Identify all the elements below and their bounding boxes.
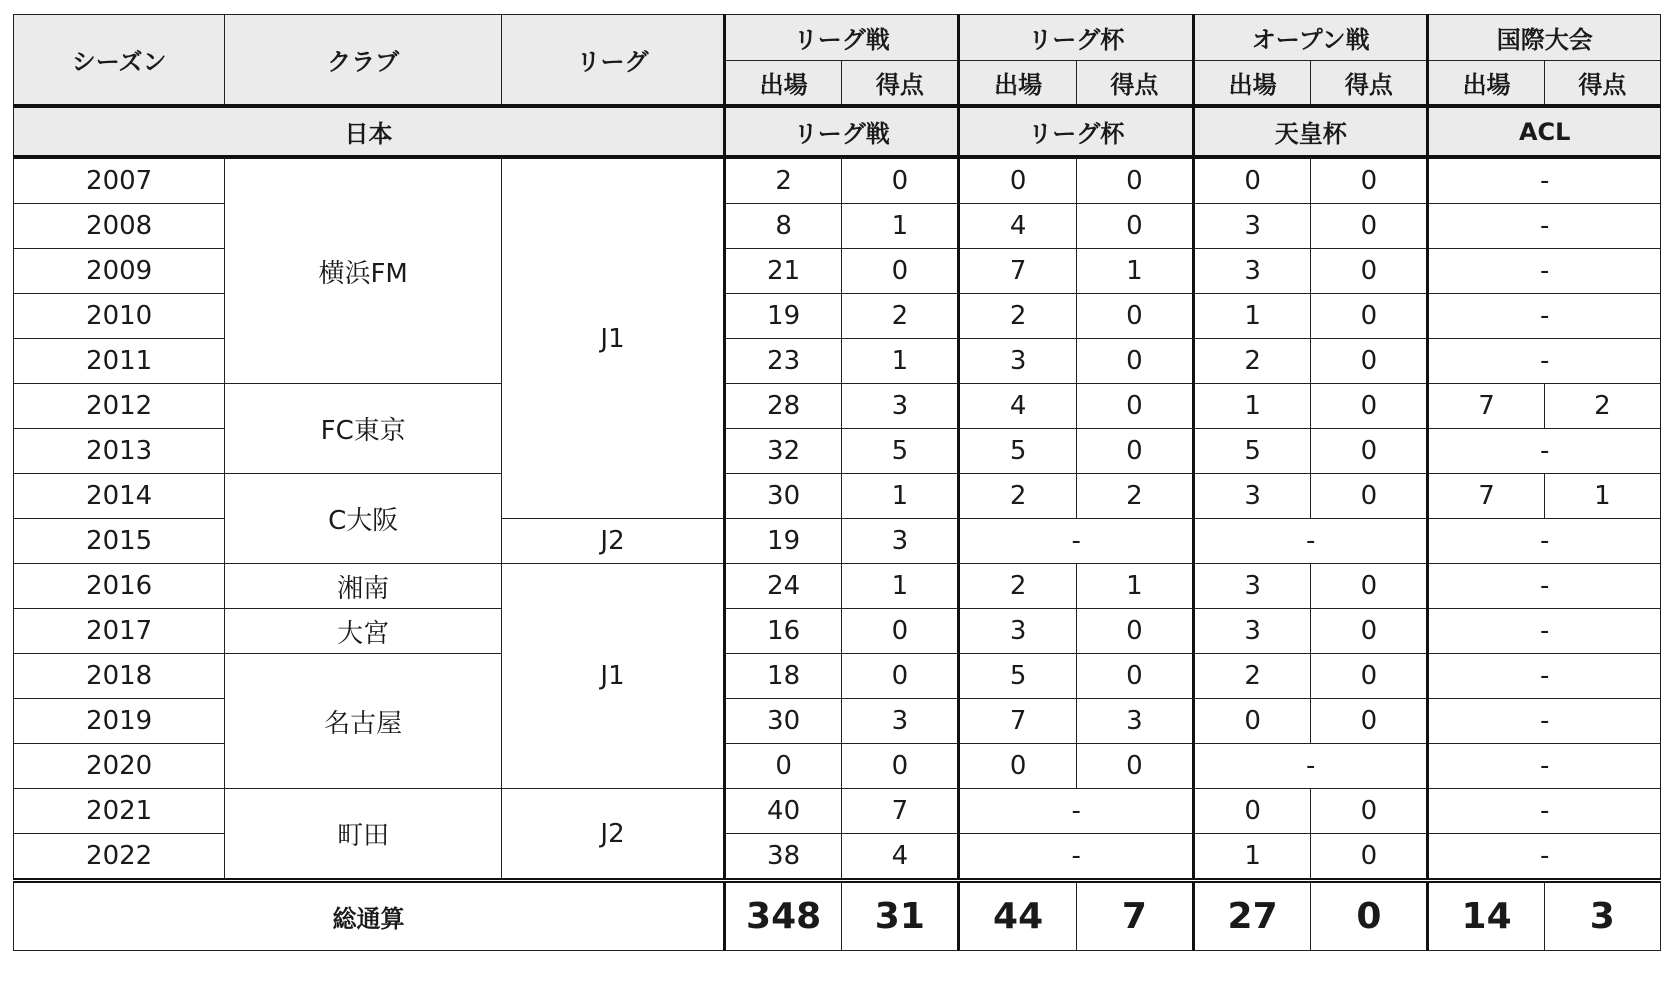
league-goals-cell: 3 [842, 384, 959, 429]
apps-header: 出場 [724, 61, 841, 107]
league-apps-cell: 30 [724, 699, 841, 744]
league-competition-header: リーグ戦 [724, 106, 959, 157]
season-cell: 2017 [14, 609, 225, 654]
intl-empty-cell: - [1428, 744, 1661, 789]
goals-header: 得点 [1311, 61, 1428, 107]
season-cell: 2015 [14, 519, 225, 564]
season-cell: 2010 [14, 294, 225, 339]
intl-apps-cell: 7 [1428, 474, 1544, 519]
emperors-apps-cell: 0 [1193, 157, 1310, 204]
emperors-apps-cell: 2 [1193, 654, 1310, 699]
season-header: シーズン [14, 15, 225, 107]
season-cell: 2014 [14, 474, 225, 519]
emperors-goals-cell: 0 [1311, 789, 1428, 834]
cup-goals-cell: 0 [1076, 157, 1193, 204]
emperors-cup-header: 天皇杯 [1193, 106, 1428, 157]
league-header: リーグ [502, 15, 725, 107]
league-apps-cell: 8 [724, 204, 841, 249]
league-apps-cell: 0 [724, 744, 841, 789]
total-intl-goals: 3 [1544, 881, 1660, 951]
country-header-row [14, 106, 1661, 157]
cup-apps-cell: 7 [959, 699, 1076, 744]
cup-apps-cell: 4 [959, 204, 1076, 249]
emperors-apps-cell: 0 [1193, 789, 1310, 834]
intl-empty-cell: - [1428, 429, 1661, 474]
intl-empty-cell: - [1428, 609, 1661, 654]
goals-header: 得点 [1076, 61, 1193, 107]
emperors-goals-cell: 0 [1311, 384, 1428, 429]
header-row-1 [14, 15, 1661, 61]
league-cell: J2 [502, 519, 725, 564]
cup-apps-cell: 5 [959, 429, 1076, 474]
emperors-apps-cell: 5 [1193, 429, 1310, 474]
emperors-goals-cell: 0 [1311, 249, 1428, 294]
intl-empty-cell: - [1428, 157, 1661, 204]
league-cup-header: リーグ杯 [959, 15, 1194, 61]
league-goals-cell: 0 [842, 157, 959, 204]
league-cell: J1 [502, 564, 725, 789]
league-cell: J2 [502, 789, 725, 881]
intl-empty-cell: - [1428, 339, 1661, 384]
league-apps-cell: 19 [724, 519, 841, 564]
league-apps-cell: 19 [724, 294, 841, 339]
total-emperors-apps: 27 [1193, 881, 1310, 951]
international-header: 国際大会 [1428, 15, 1661, 61]
league-goals-cell: 0 [842, 744, 959, 789]
intl-empty-cell: - [1428, 249, 1661, 294]
total-league-goals: 31 [842, 881, 959, 951]
cup-goals-cell: 0 [1076, 339, 1193, 384]
club-cell: 名古屋 [225, 654, 502, 789]
league-goals-cell: 0 [842, 654, 959, 699]
cup-goals-cell: 0 [1076, 294, 1193, 339]
cup-goals-cell: 0 [1076, 204, 1193, 249]
cup-goals-cell: 1 [1076, 564, 1193, 609]
league-apps-cell: 40 [724, 789, 841, 834]
season-cell: 2018 [14, 654, 225, 699]
acl-header: ACL [1428, 106, 1661, 157]
intl-empty-cell: - [1428, 789, 1661, 834]
cup-goals-cell: 3 [1076, 699, 1193, 744]
emperors-goals-cell: 0 [1311, 339, 1428, 384]
emperors-apps-cell: 3 [1193, 609, 1310, 654]
league-apps-cell: 32 [724, 429, 841, 474]
league-goals-cell: 4 [842, 834, 959, 881]
intl-empty-cell: - [1428, 654, 1661, 699]
emperors-empty-cell: - [1193, 744, 1428, 789]
total-row [14, 881, 1661, 951]
cup-apps-cell: 2 [959, 474, 1076, 519]
table-row [14, 789, 1661, 834]
season-cell: 2016 [14, 564, 225, 609]
total-league-apps: 348 [724, 881, 841, 951]
goals-header: 得点 [842, 61, 959, 107]
league-goals-cell: 2 [842, 294, 959, 339]
league-goals-cell: 3 [842, 699, 959, 744]
season-cell: 2020 [14, 744, 225, 789]
intl-empty-cell: - [1428, 204, 1661, 249]
league-apps-cell: 18 [724, 654, 841, 699]
cup-competition-header: リーグ杯 [959, 106, 1194, 157]
cup-goals-cell: 0 [1076, 609, 1193, 654]
cup-apps-cell: 0 [959, 157, 1076, 204]
emperors-apps-cell: 1 [1193, 294, 1310, 339]
league-apps-cell: 30 [724, 474, 841, 519]
cup-apps-cell: 7 [959, 249, 1076, 294]
league-apps-cell: 23 [724, 339, 841, 384]
club-cell: 横浜FM [225, 157, 502, 384]
cup-apps-cell: 0 [959, 744, 1076, 789]
season-cell: 2022 [14, 834, 225, 881]
table-row [14, 654, 1661, 699]
cup-apps-cell: 2 [959, 294, 1076, 339]
emperors-goals-cell: 0 [1311, 429, 1428, 474]
cup-goals-cell: 1 [1076, 249, 1193, 294]
emperors-goals-cell: 0 [1311, 564, 1428, 609]
cup-empty-cell: - [959, 789, 1194, 834]
league-goals-cell: 1 [842, 564, 959, 609]
intl-empty-cell: - [1428, 294, 1661, 339]
cup-empty-cell: - [959, 834, 1194, 881]
apps-header: 出場 [959, 61, 1076, 107]
league-apps-cell: 2 [724, 157, 841, 204]
cup-apps-cell: 3 [959, 339, 1076, 384]
league-goals-cell: 1 [842, 339, 959, 384]
emperors-goals-cell: 0 [1311, 834, 1428, 881]
emperors-apps-cell: 1 [1193, 384, 1310, 429]
total-cup-apps: 44 [959, 881, 1076, 951]
season-cell: 2019 [14, 699, 225, 744]
emperors-goals-cell: 0 [1311, 699, 1428, 744]
table-row [14, 384, 1661, 429]
club-cell: 湘南 [225, 564, 502, 609]
career-stats-table [13, 14, 1661, 951]
cup-goals-cell: 0 [1076, 429, 1193, 474]
league-goals-cell: 5 [842, 429, 959, 474]
league-goals-cell: 7 [842, 789, 959, 834]
table-row [14, 609, 1661, 654]
emperors-goals-cell: 0 [1311, 294, 1428, 339]
emperors-apps-cell: 3 [1193, 249, 1310, 294]
emperors-goals-cell: 0 [1311, 157, 1428, 204]
cup-empty-cell: - [959, 519, 1194, 564]
league-apps-cell: 16 [724, 609, 841, 654]
country-header: 日本 [14, 106, 725, 157]
league-goals-cell: 1 [842, 474, 959, 519]
club-header: クラブ [225, 15, 502, 107]
cup-goals-cell: 0 [1076, 384, 1193, 429]
emperors-empty-cell: - [1193, 519, 1428, 564]
total-emperors-goals: 0 [1311, 881, 1428, 951]
emperors-goals-cell: 0 [1311, 204, 1428, 249]
table-row [14, 564, 1661, 609]
emperors-apps-cell: 1 [1193, 834, 1310, 881]
apps-header: 出場 [1193, 61, 1310, 107]
intl-empty-cell: - [1428, 834, 1661, 881]
season-cell: 2007 [14, 157, 225, 204]
season-cell: 2012 [14, 384, 225, 429]
emperors-goals-cell: 0 [1311, 654, 1428, 699]
league-goals-cell: 0 [842, 249, 959, 294]
emperors-apps-cell: 3 [1193, 474, 1310, 519]
apps-header: 出場 [1428, 61, 1544, 107]
table-row [14, 157, 1661, 204]
cup-goals-cell: 0 [1076, 654, 1193, 699]
cup-apps-cell: 3 [959, 609, 1076, 654]
intl-empty-cell: - [1428, 519, 1661, 564]
club-cell: FC東京 [225, 384, 502, 474]
cup-apps-cell: 4 [959, 384, 1076, 429]
emperors-apps-cell: 3 [1193, 564, 1310, 609]
goals-header: 得点 [1544, 61, 1660, 107]
intl-apps-cell: 7 [1428, 384, 1544, 429]
club-cell: 町田 [225, 789, 502, 881]
league-apps-cell: 38 [724, 834, 841, 881]
season-cell: 2021 [14, 789, 225, 834]
league-goals-cell: 3 [842, 519, 959, 564]
league-apps-cell: 24 [724, 564, 841, 609]
league-goals-cell: 0 [842, 609, 959, 654]
league-apps-cell: 21 [724, 249, 841, 294]
intl-empty-cell: - [1428, 564, 1661, 609]
league-matches-header: リーグ戦 [724, 15, 959, 61]
intl-goals-cell: 1 [1544, 474, 1660, 519]
cup-apps-cell: 5 [959, 654, 1076, 699]
intl-goals-cell: 2 [1544, 384, 1660, 429]
open-matches-header: オープン戦 [1193, 15, 1428, 61]
emperors-apps-cell: 3 [1193, 204, 1310, 249]
total-intl-apps: 14 [1428, 881, 1544, 951]
club-cell: C大阪 [225, 474, 502, 564]
emperors-apps-cell: 2 [1193, 339, 1310, 384]
emperors-goals-cell: 0 [1311, 474, 1428, 519]
season-cell: 2009 [14, 249, 225, 294]
total-label: 総通算 [14, 881, 725, 951]
league-apps-cell: 28 [724, 384, 841, 429]
cup-goals-cell: 0 [1076, 744, 1193, 789]
season-cell: 2013 [14, 429, 225, 474]
season-cell: 2011 [14, 339, 225, 384]
cup-goals-cell: 2 [1076, 474, 1193, 519]
league-goals-cell: 1 [842, 204, 959, 249]
emperors-apps-cell: 0 [1193, 699, 1310, 744]
league-cell: J1 [502, 157, 725, 519]
intl-empty-cell: - [1428, 699, 1661, 744]
season-cell: 2008 [14, 204, 225, 249]
cup-apps-cell: 2 [959, 564, 1076, 609]
total-cup-goals: 7 [1076, 881, 1193, 951]
emperors-goals-cell: 0 [1311, 609, 1428, 654]
club-cell: 大宮 [225, 609, 502, 654]
table-row [14, 474, 1661, 519]
